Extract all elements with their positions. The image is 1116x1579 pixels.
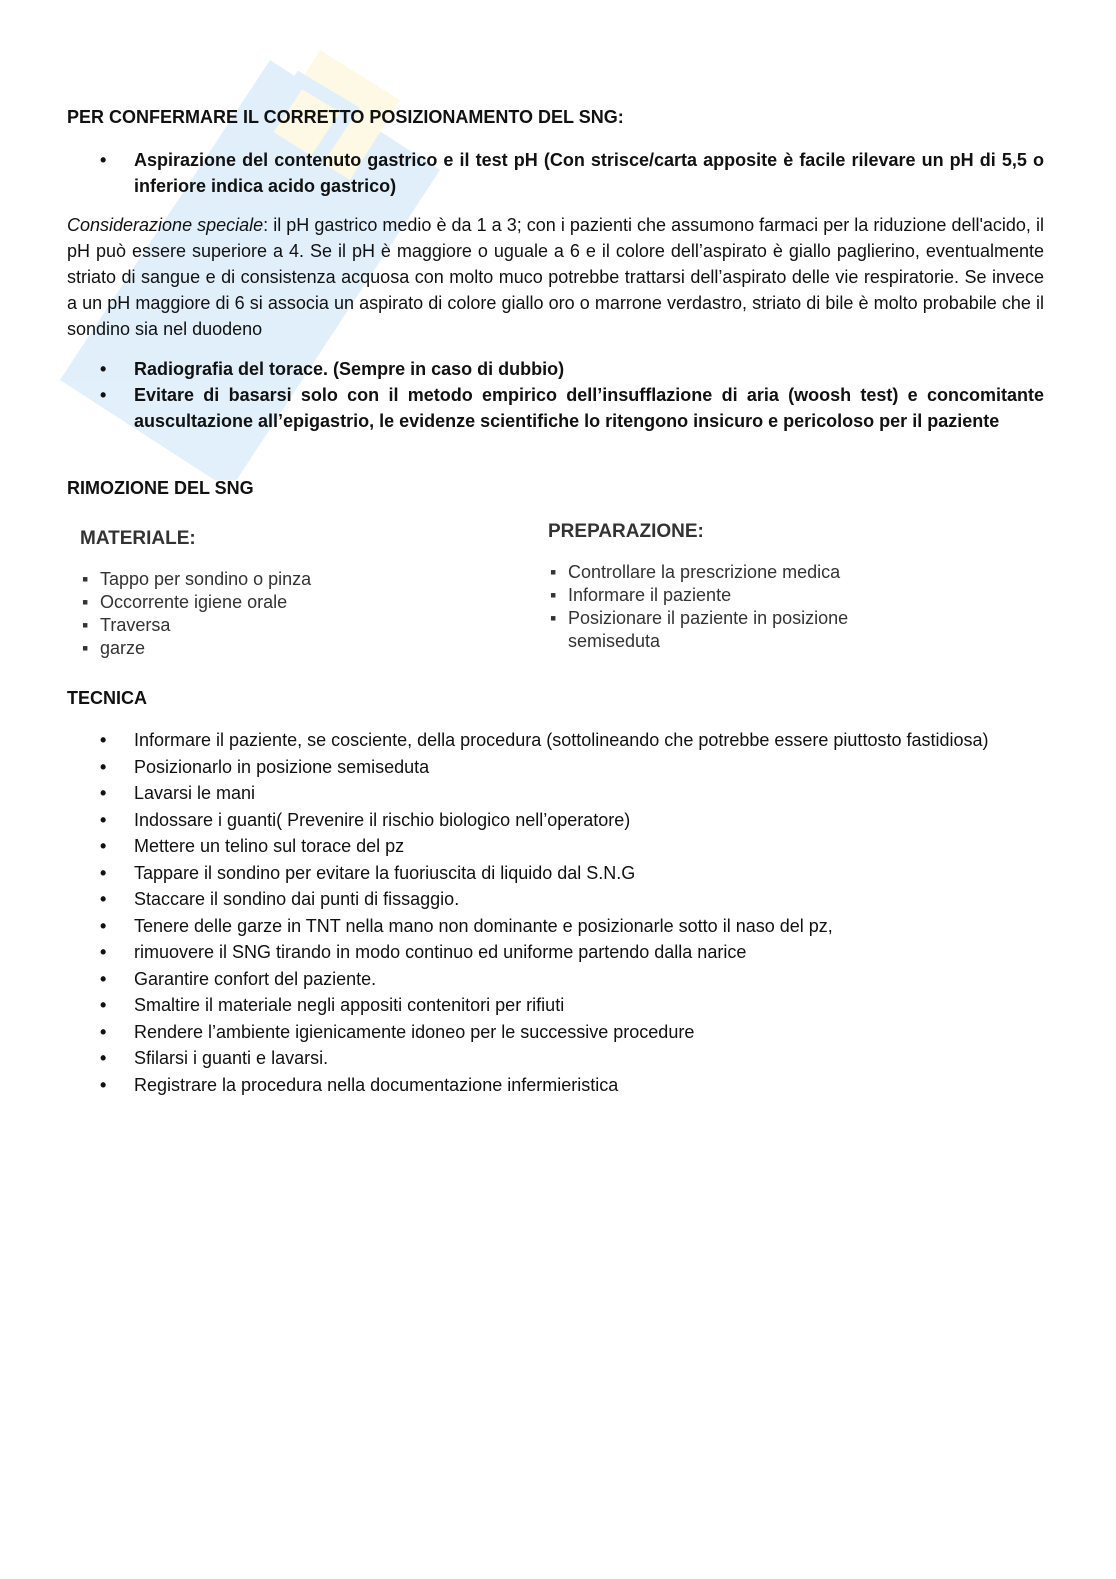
bullet-icon: • xyxy=(100,942,107,962)
list-item: • Mettere un telino sul torace del pz xyxy=(100,833,1044,860)
bullet-icon: • xyxy=(100,1021,107,1042)
list-item: • Aspirazione del contenuto gastrico e il test pH (Con strisce/carta apposite è facile rilevare un pH di 5,5 o inferiore indica acido gastrico) xyxy=(100,147,1044,199)
special-consideration-paragraph xyxy=(67,212,1044,342)
special-consideration-label: Considerazione speciale xyxy=(67,215,264,235)
bullet-icon: • xyxy=(100,968,107,989)
bullet-icon: • xyxy=(100,836,107,856)
square-bullet-icon: ▪ xyxy=(550,608,557,628)
list-item: • Informare il paziente, se cosciente, della procedura (sottolineando che potrebbe essere piuttosto fastidiosa) xyxy=(100,727,1044,754)
list-item: • rimuovere il SNG tirando in modo continuo ed uniforme partendo dalla narice xyxy=(100,939,1044,966)
special-consideration-text: : il pH gastrico medio è da 1 a 3; con i pazienti che assumono farmaci per la riduzione dell'acido, il pH può essere superiore a 4. Se il pH è maggiore o uguale a 6 e il colore dell’aspirato è giallo paglierino, eventualmente striato di sangue e di consistenza acquosa con molto muco potrebbe trattarsi dell’aspirato delle vie respiratorie. Se invece a un pH maggiore di 6 si associa un aspirato di colore giallo oro o marrone verdastro, striato di bile è molto probabile che il sondino sia nel duodeno xyxy=(67,215,1044,339)
bullet-icon: • xyxy=(100,783,107,803)
bullet-icon: • xyxy=(100,730,107,750)
square-bullet-icon: ▪ xyxy=(550,585,557,605)
list-item: • Posizionarlo in posizione semiseduta xyxy=(100,754,1044,781)
list-item: • Evitare di basarsi solo con il metodo empirico dell’insufflazione di aria (woosh test) e concomitante auscultazione all’epigastrio, le evidenze scientifiche lo ritengono insicuro e pericoloso per il paziente xyxy=(100,382,1044,434)
list-item: • Registrare la procedura nella documentazione infermieristica xyxy=(100,1072,1044,1099)
square-bullet-icon: ▪ xyxy=(550,562,557,582)
bullet-list-checks xyxy=(100,356,1044,434)
bullet-icon: • xyxy=(100,995,107,1015)
bullet-icon: • xyxy=(100,809,107,830)
list-item: • Lavarsi le mani xyxy=(100,780,1044,807)
preparazione-title: PREPARAZIONE: xyxy=(548,521,704,542)
materiale-title: MATERIALE: xyxy=(80,528,196,549)
list-item: • Garantire confort del paziente. xyxy=(100,966,1044,993)
bullet-icon: • xyxy=(100,1048,107,1068)
list-item: • Smaltire il materiale negli appositi contenitori per rifiuti xyxy=(100,992,1044,1019)
preparazione-box xyxy=(548,520,888,653)
list-item: ▪ Tappo per sondino o pinza xyxy=(82,569,312,589)
list-item: • Tappare il sondino per evitare la fuoriuscita di liquido dal S.N.G xyxy=(100,860,1044,887)
list-item: • Rendere l’ambiente igienicamente idoneo per le successive procedure xyxy=(100,1019,1044,1046)
square-bullet-icon: ▪ xyxy=(82,569,89,589)
bullet-icon: • xyxy=(100,385,107,405)
list-item: ▪ Controllare la prescrizione medica xyxy=(550,562,841,582)
list-item: • Sfilarsi i guanti e lavarsi. xyxy=(100,1045,1044,1072)
list-item: • Indossare i guanti( Prevenire il rischio biologico nell’operatore) xyxy=(100,807,1044,834)
list-item: ▪ Occorrente igiene orale xyxy=(82,592,288,612)
bullet-icon: • xyxy=(100,1074,107,1095)
bullet-icon: • xyxy=(100,359,107,379)
square-bullet-icon: ▪ xyxy=(82,615,89,635)
list-item: ▪ Posizionare il paziente in posizione semiseduta xyxy=(550,608,849,651)
bullet-icon: • xyxy=(100,889,107,909)
technique-list xyxy=(100,727,1044,1098)
list-item: • Radiografia del torace. (Sempre in caso di dubbio) xyxy=(100,356,1044,382)
bullet-icon: • xyxy=(100,756,107,777)
section-heading-sng-position: PER CONFERMARE IL CORRETTO POSIZIONAMENTO DEL SNG: xyxy=(67,107,624,127)
section-heading-removal: RIMOZIONE DEL SNG xyxy=(67,478,254,498)
materiale-box xyxy=(80,527,480,660)
list-item: ▪ Informare il paziente xyxy=(550,585,732,605)
square-bullet-icon: ▪ xyxy=(82,638,89,658)
bullet-list-ph-test xyxy=(100,147,1044,199)
bullet-icon: • xyxy=(100,862,107,883)
list-item: • Staccare il sondino dai punti di fissaggio. xyxy=(100,886,1044,913)
square-bullet-icon: ▪ xyxy=(82,592,89,612)
section-heading-technique: TECNICA xyxy=(67,688,147,708)
list-item: ▪ garze xyxy=(82,638,146,658)
bullet-icon: • xyxy=(100,915,107,936)
list-item: • Tenere delle garze in TNT nella mano non dominante e posizionarle sotto il naso del pz, xyxy=(100,913,1044,940)
bullet-icon: • xyxy=(100,150,107,170)
list-item: ▪ Traversa xyxy=(82,615,171,635)
